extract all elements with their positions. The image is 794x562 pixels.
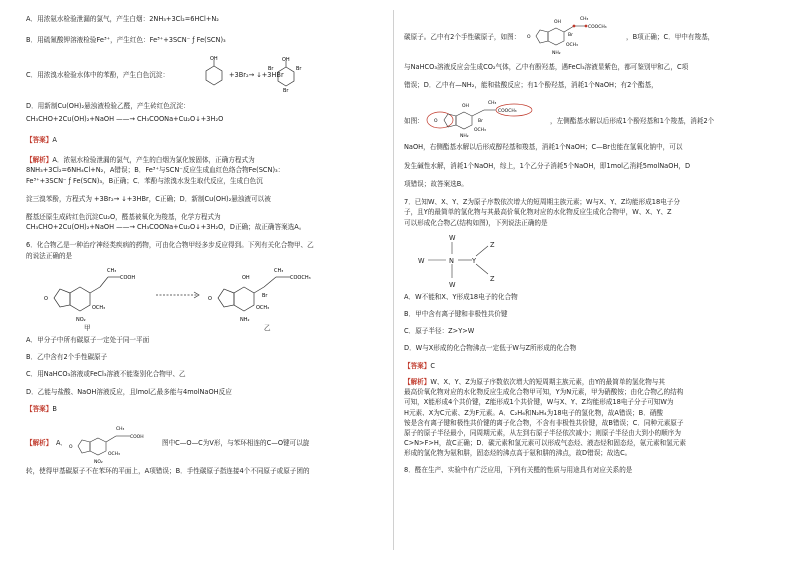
explanation-line-4: 淀三溴苯酚，方程式为 +3Br₂→ ↓+3HBr，C正确；D．新制Cu(OH)₂悬浊液可以被 <box>26 194 271 203</box>
option-c <box>26 56 394 93</box>
svg-text:CH₃: CH₃ <box>274 267 284 274</box>
question-8-stem: 8．醛在生产、实验中有广泛应用，下列有关醛的性质与用途具有对应关系的是 <box>404 465 633 474</box>
svg-text:OCH₃: OCH₃ <box>474 128 486 134</box>
explanation-line: 与NaHCO₃溶液反应会生成CO₂气体，乙中有酚羟基，遇FeCl₃溶液显紫色，都可鉴别甲和乙，C项 <box>404 63 689 71</box>
answer-value: C <box>430 361 435 370</box>
svg-text:COOH: COOH <box>130 434 144 440</box>
question-7-line-1: 7．已知W、X、Y、Z为原子序数依次增大的短周期主族元素；W与X、Y、Z均能形成18电子分 <box>404 198 680 207</box>
explanation-line-7: C>N>F>H，故C正确；D．碳元素和氢元素可以形成气态烃、液态烃和固态烃，氨元素和氢元素 <box>404 439 686 448</box>
svg-text:OH: OH <box>242 274 250 281</box>
explanation-q6-cont-2 <box>404 98 772 138</box>
explanation-q6-cont-1 <box>404 14 772 56</box>
option-d-line1: D．用新制Cu(OH)₂悬浊液检验乙醛，产生砖红色沉淀： <box>26 102 190 111</box>
question-6-line-2: 的说法正确的是 <box>26 251 73 260</box>
svg-text:NH₂: NH₂ <box>552 51 561 56</box>
svg-text:NO₂: NO₂ <box>94 459 103 464</box>
question-7-line-2: 子，且Y的最简单的氢化物与其最高价氧化物对应的水化物反应生成化合物甲，W、X、Y、Z <box>404 208 672 217</box>
explanation-label: 【解析】 <box>404 377 431 386</box>
answer-label: 【答案】 <box>404 361 431 370</box>
explanation-line-1: A．浓氨水检验泄漏的氯气，产生的白烟为氯化铵固体，正确方程式为 <box>52 156 255 165</box>
explanation-line: NaOH，右侧酯基水解以后形成醇羟基和羧基，消耗1个NaOH；C—Br也能在氢氧化钠中，可以 <box>404 143 683 152</box>
explanation-line-6: CH₃CHO+2Cu(OH)₂+NaOH ——→ CH₃COONa+Cu₂O↓+3H₂O，D正确；故正确答案选A。 <box>26 223 306 232</box>
question-7-stem <box>404 197 772 228</box>
answer-label: 【答案】 <box>26 135 53 144</box>
explanation-label: 【解析】 <box>26 438 53 447</box>
left-column <box>26 14 394 480</box>
label-yi: 乙 <box>264 323 271 332</box>
explanation-line-2: 转，使得甲基碳原子不在苯环的平面上，A项错误；B．手性碳原子指连接4个不同原子或原子团的 <box>26 466 310 475</box>
svg-text:O: O <box>44 295 48 302</box>
q6-option-a: A．甲分子中所有碳原子一定处于同一平面 <box>26 335 150 344</box>
question-6-line-1: 6．化合物乙是一种治疗神经类疾病的药物，可由化合物甲经多步反应得到。下列有关化合物甲、乙 <box>26 241 314 250</box>
svg-text:Br: Br <box>568 33 573 38</box>
explanation-line-3: Fe³⁺+3SCN⁻ ƒ Fe(SCN)₃，B正确；C．苯酚与浓溴水发生取代反应，生成白色沉 <box>26 176 263 185</box>
svg-text:O: O <box>208 295 212 302</box>
svg-text:O: O <box>527 35 531 40</box>
explanation-line-6: 原子的原子半径最小，同周期元素，从左到右原子半径依次减小；则原子半径由大到小的顺序为 <box>404 428 681 437</box>
explanation-q5 <box>26 155 394 232</box>
svg-text:Br: Br <box>268 66 274 73</box>
atom-z-bottom: Z <box>490 274 495 283</box>
compound-yi-chiral-structure <box>522 14 622 56</box>
svg-text:OCH₃: OCH₃ <box>566 43 578 48</box>
q7-option-d: D．W与X形成的化合物沸点一定低于W与Z所形成的化合物 <box>404 344 577 353</box>
svg-text:COOCH₃: COOCH₃ <box>290 274 311 281</box>
compound-yi-structure-diagram <box>404 230 772 290</box>
compound-yi-ester-structure <box>426 98 546 138</box>
svg-text:CH₃: CH₃ <box>580 17 589 22</box>
explanation-line: 发生碱性水解，消耗1个NaOH，综上，1个乙分子消耗5个NaOH，即1mol乙消耗5molNaOH，D <box>404 161 691 170</box>
answer-label: 【答案】 <box>26 404 53 413</box>
phenol-structure <box>201 56 227 88</box>
explanation-q6 <box>26 424 394 480</box>
svg-text:CH₃: CH₃ <box>107 267 117 274</box>
svg-text:NH₂: NH₂ <box>240 316 250 323</box>
label-jia: 甲 <box>84 323 91 332</box>
svg-text:OH: OH <box>210 56 218 63</box>
explanation-line-2: 8NH₃+3Cl₂=6NH₄Cl+N₂，A错误；B．Fe³⁺与SCN⁻反应生成血红色络合物Fe(SCN)₃： <box>26 166 285 175</box>
svg-text:Br: Br <box>262 292 268 299</box>
answer-q7 <box>404 361 772 371</box>
question-7-line-3: 可以形成化合物乙(结构如图)，下列说法正确的是 <box>404 218 548 227</box>
svg-text:OH: OH <box>462 104 469 110</box>
svg-text:NO₂: NO₂ <box>76 316 86 323</box>
tribromophenol-structure <box>266 56 306 92</box>
q6-option-c: C．用NaHCO₃溶液或FeCl₃溶液不能鉴别化合物甲、乙 <box>26 370 186 379</box>
explanation-a-prefix: A． <box>56 438 68 447</box>
atom-w-top: W <box>449 233 456 242</box>
atom-n: N <box>449 256 454 265</box>
svg-text:OH: OH <box>554 20 561 25</box>
compound-yi-structure <box>206 265 336 329</box>
explanation-line-3: 可知，X能形成4个共价键，Z能形成1个共价键，W与X、Y、Z均能形成18电子分子可知W为 <box>404 398 674 407</box>
explanation-line-5: 醛基还原生成砖红色沉淀Cu₂O，醛基被氧化为羧基，化学方程式为 <box>26 212 221 221</box>
explanation-line-2: 最高价氧化物对应的水化物反应生成化合物甲可知，Y为N元素，甲为硝酸铵；由化合物乙的结构 <box>404 388 684 397</box>
q6-option-b: B．乙中含有2个手性碳原子 <box>26 353 108 362</box>
svg-text:COOCH₃: COOCH₃ <box>498 109 517 115</box>
answer-value: A <box>52 135 57 144</box>
q7-option-b: B．甲中含有离子键和非极性共价键 <box>404 309 508 318</box>
explanation-line: ，B项正确；C．甲中有羧基， <box>626 33 715 41</box>
explanation-line-5: 铵是含有离子键和极性共价键的离子化合物，不含有非极性共价键，故B错误；C．同种元素原子 <box>404 418 684 427</box>
svg-text:OCH₃: OCH₃ <box>92 304 106 311</box>
svg-text:O: O <box>69 444 73 450</box>
answer-value: B <box>52 404 57 413</box>
option-c-text: C．用浓溴水检验水体中的苯酚，产生白色沉淀： <box>26 71 170 80</box>
svg-text:COOH: COOH <box>120 274 136 281</box>
svg-text:Br: Br <box>283 88 289 93</box>
option-a: A．用浓氨水检验泄漏的氯气，产生白烟：2NH₃+3Cl₂=6HCl+N₂ <box>26 15 219 23</box>
svg-text:Br: Br <box>478 119 483 125</box>
explanation-line-4: H元素、X为C元素、Z为F元素。A．C₂H₆和N₂H₄为18电子的氢化物，故A错误；B．硝酸 <box>404 408 663 417</box>
right-column <box>404 14 772 475</box>
svg-text:COOCH₃: COOCH₃ <box>588 25 607 30</box>
explanation-line-1: 图中C—O—C为V形，与苯环相连的C—O键可以旋 <box>162 438 310 447</box>
answer-q5 <box>26 135 394 145</box>
question-6-stem <box>26 240 394 260</box>
explanation-line-8: 形成的氢化物为氨和肼，固态烃的沸点高于氨和肼的沸点，故D错误；故选C。 <box>404 449 632 458</box>
compound-jia-structure <box>42 265 152 329</box>
explanation-line-1: W、X、Y、Z为原子序数依次增大的短周期主族元素，由Y的最简单的氢化物与其 <box>430 377 665 386</box>
explanation-line: 碳原子。乙中有2个手性碳原子，如图： <box>404 33 521 41</box>
atom-z-top: Z <box>490 240 495 249</box>
atom-w-left: W <box>418 256 425 265</box>
reaction-arrow <box>156 291 202 299</box>
svg-text:OCH₃: OCH₃ <box>108 451 120 457</box>
svg-text:NH₂: NH₂ <box>460 134 469 139</box>
explanation-line: 错误；D．乙中有—NH₂，能和盐酸反应；有1个酚羟基，消耗1个NaOH；有2个酯基， <box>404 81 658 90</box>
q7-option-c: C．原子半径：Z>Y>W <box>404 327 475 336</box>
option-d-line2: CH₃CHO+2Cu(OH)₂+NaOH ——→ CH₃COONa+Cu₂O↓+3H₂O <box>26 114 224 123</box>
q7-option-a: A．W不能和X、Y形成18电子的化合物 <box>404 292 518 301</box>
compound-jia-small-structure <box>68 424 160 464</box>
reaction-scheme <box>26 265 394 331</box>
svg-text:OCH₃: OCH₃ <box>256 304 270 311</box>
svg-text:O: O <box>434 119 438 125</box>
explanation-line: 项错误；故答案选B。 <box>404 179 468 188</box>
option-b: B．用硫氰酸钾溶液检验Fe³⁺，产生红色：Fe³⁺+3SCN⁻ ƒ Fe(SCN)₃ <box>26 36 226 45</box>
svg-text:OH: OH <box>282 57 290 64</box>
explanation-line: ，左侧酯基水解以后形成1个酚羟基和1个羧基，消耗2个 <box>550 117 715 126</box>
answer-q6 <box>26 404 394 414</box>
atom-y: Y <box>472 256 477 265</box>
explanation-q7 <box>404 377 772 459</box>
explanation-line: 如图： <box>404 117 424 126</box>
svg-text:CH₃: CH₃ <box>116 426 125 432</box>
explanation-label: 【解析】 <box>26 156 53 165</box>
atom-w-bottom: W <box>449 280 456 289</box>
svg-text:CH₃: CH₃ <box>488 101 497 107</box>
q6-option-d: D．乙能与盐酸、NaOH溶液反应，且lmol乙最多能与4molNaOH反应 <box>26 387 232 396</box>
svg-text:Br: Br <box>296 66 302 73</box>
structure-bonds <box>414 230 514 290</box>
option-c-equation: +3Br₂→ ↓+3HBr <box>229 71 284 80</box>
